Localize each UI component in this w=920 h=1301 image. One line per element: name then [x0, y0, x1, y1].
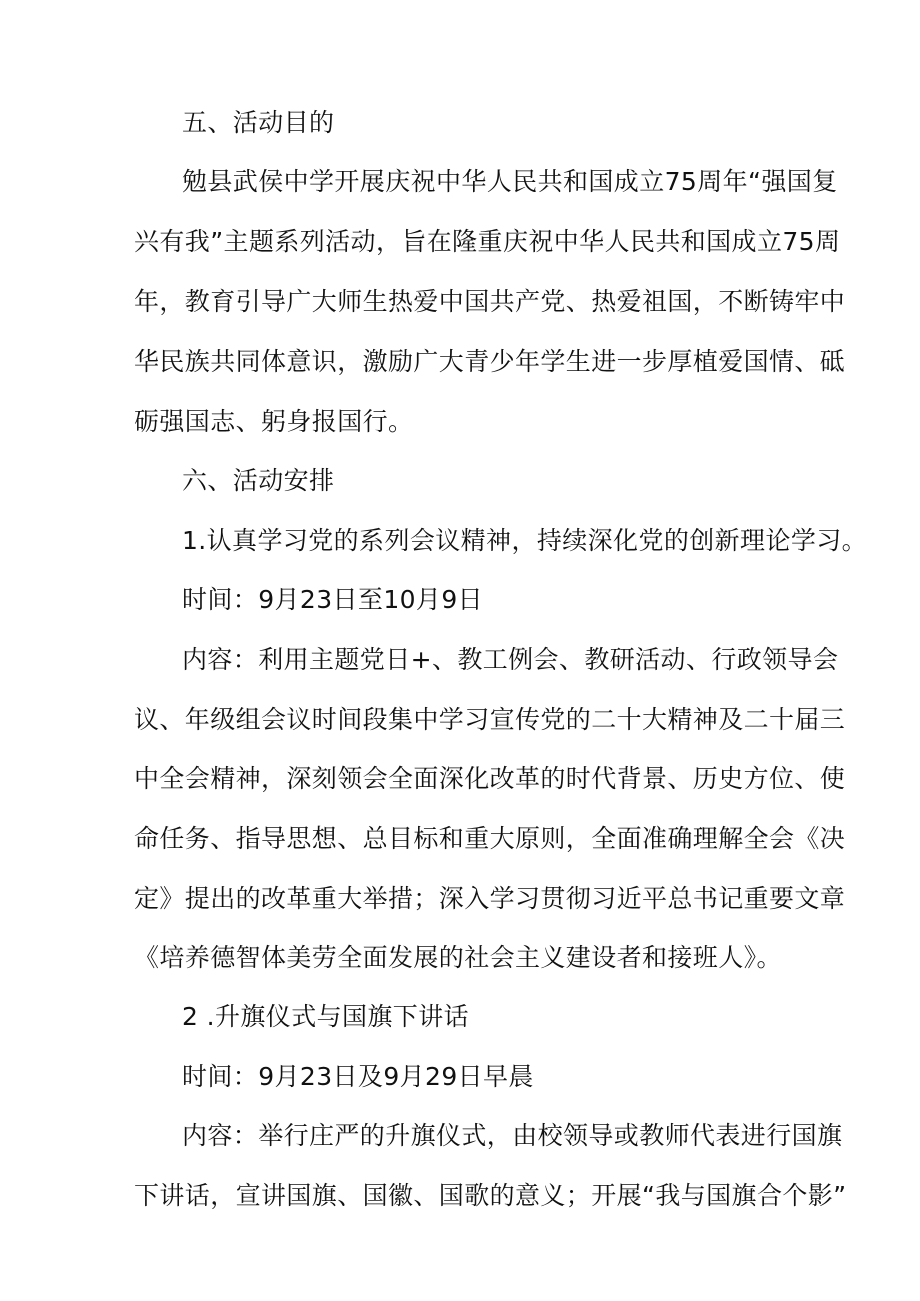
item-2-content-line-2: 下讲话，宣讲国旗、国徽、国歌的意义；开展“我与国旗合个影” — [134, 1181, 847, 1210]
item-2-content-line-1: 内容：举行庄严的升旗仪式，由校领导或教师代表进行国旗 — [182, 1121, 843, 1150]
section-6-heading: 六、活动安排 — [182, 466, 335, 495]
section-5-heading: 五、活动目的 — [182, 108, 335, 137]
item-1-content-line-2: 议、年级组会议时间段集中学习宣传党的二十大精神及二十届三 — [134, 705, 846, 734]
item-1-content-line-5: 定》提出的改革重大举措；深入学习贯彻习近平总书记重要文章 — [134, 884, 846, 913]
item-2-time: 时间：9月23日及9月29日早晨 — [182, 1062, 534, 1091]
item-1-content-line-1: 内容：利用主题党日+、教工例会、教研活动、行政领导会 — [182, 645, 839, 674]
item-1-content-line-6: 《培养德智体美劳全面发展的社会主义建设者和接班人》。 — [134, 943, 782, 972]
section-5-line-3: 年，教育引导广大师生热爱中国共产党、热爱祖国，不断铸牢中 — [134, 287, 846, 316]
item-1-content-line-3: 中全会精神，深刻领会全面深化改革的时代背景、历史方位、使 — [134, 764, 846, 793]
section-5-line-5: 砺强国志、躬身报国行。 — [134, 407, 414, 436]
section-5-line-4: 华民族共同体意识，激励广大青少年学生进一步厚植爱国情、砥 — [134, 347, 846, 376]
item-1-time: 时间：9月23日至10月9日 — [182, 585, 484, 614]
item-2-title: 2 .升旗仪式与国旗下讲话 — [182, 1002, 470, 1031]
item-1-content-line-4: 命任务、指导思想、总目标和重大原则，全面准确理解全会《决 — [134, 824, 846, 853]
section-5-line-1: 勉县武侯中学开展庆祝中华人民共和国成立75周年“强国复 — [182, 167, 838, 196]
item-1-title: 1.认真学习党的系列会议精神，持续深化党的创新理论学习。 — [182, 526, 868, 555]
section-5-line-2: 兴有我”主题系列活动，旨在隆重庆祝中华人民共和国成立75周 — [134, 227, 841, 256]
